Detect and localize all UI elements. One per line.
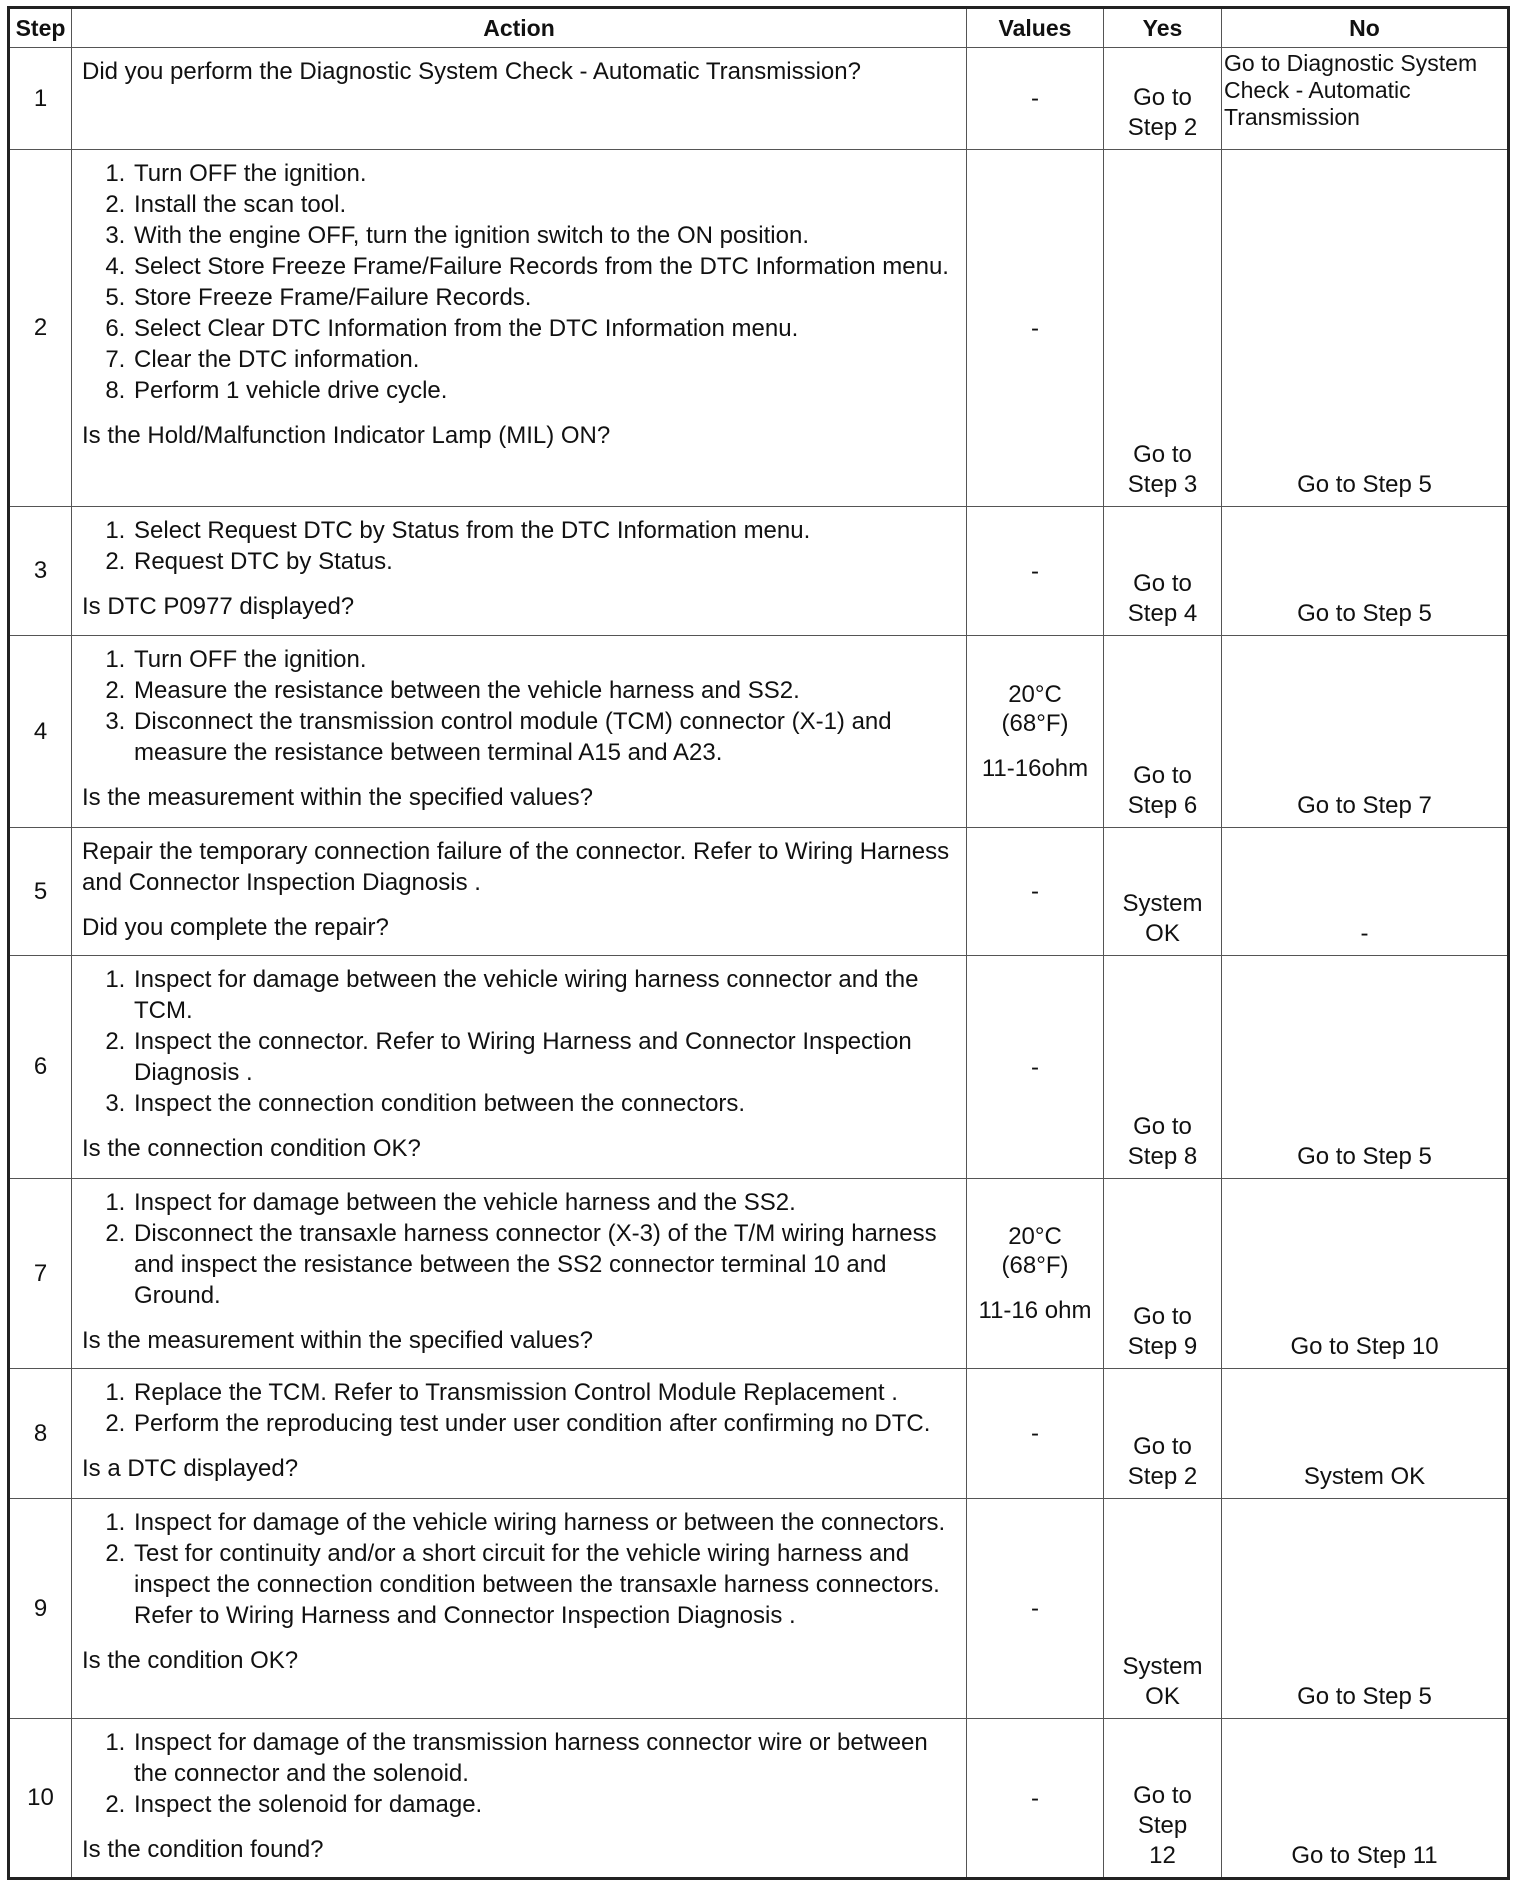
value-condition: -	[1031, 85, 1039, 112]
action-step: 3. Inspect the connection condition between the connectors.	[132, 1088, 958, 1119]
no-target: Go to Diagnostic System Check - Automatic Transmission	[1224, 50, 1478, 130]
step-number: 2	[9, 150, 72, 507]
action-cell	[72, 48, 967, 150]
step-number: 3	[9, 507, 72, 636]
action-question: Did you complete the repair?	[82, 914, 389, 941]
action-question: Is the condition OK?	[82, 1647, 299, 1674]
action-cell	[72, 636, 967, 828]
step-number: 5	[9, 828, 72, 956]
step-number: 7	[9, 1179, 72, 1369]
no-cell	[1222, 150, 1509, 507]
no-target: Go to Step 10	[1290, 1333, 1439, 1360]
action-step: 2. Disconnect the transaxle harness connector (X-3) of the T/M wiring harness and inspect the resistance between the SS2 connector terminal 10 and Ground.	[132, 1218, 958, 1311]
action-cell	[72, 1179, 967, 1369]
action-step: 2. Install the scan tool.	[132, 189, 958, 220]
action-cell	[72, 150, 967, 507]
yes-cell	[1104, 636, 1222, 828]
yes-cell	[1104, 1719, 1222, 1879]
no-target: Go to Step 7	[1297, 792, 1432, 819]
action-cell	[72, 828, 967, 956]
action-step: 1. Inspect for damage between the vehicle wiring harness connector and the TCM.	[132, 964, 958, 1026]
no-target: Go to Step 11	[1291, 1842, 1438, 1869]
action-step: 1. Turn OFF the ignition.	[132, 644, 958, 675]
no-target: -	[1360, 920, 1369, 947]
action-step: 7. Clear the DTC information.	[132, 344, 958, 375]
action-step: 2. Inspect the solenoid for damage.	[132, 1789, 958, 1820]
table-row	[9, 1719, 1509, 1879]
no-cell	[1222, 507, 1509, 636]
table-row	[9, 150, 1509, 507]
no-target: Go to Step 5	[1297, 600, 1432, 627]
step-number: 6	[9, 956, 72, 1179]
values-cell	[967, 956, 1104, 1179]
value-spec: 11-16 ohm	[978, 1297, 1092, 1324]
action-step: 6. Select Clear DTC Information from the DTC Information menu.	[132, 313, 958, 344]
values-cell	[967, 48, 1104, 150]
action-question: Is the measurement within the specified values?	[82, 1327, 593, 1354]
action-steps	[82, 964, 958, 1119]
table-row	[9, 956, 1509, 1179]
yes-target: Go to Step 8	[1127, 1113, 1198, 1170]
action-step: 4. Select Store Freeze Frame/Failure Records from the DTC Information menu.	[132, 251, 958, 282]
action-cell	[72, 507, 967, 636]
values-cell	[967, 636, 1104, 828]
table-row	[9, 636, 1509, 828]
action-steps	[82, 1507, 958, 1631]
action-intro: Did you perform the Diagnostic System Check - Automatic Transmission?	[82, 58, 861, 85]
no-cell	[1222, 1719, 1509, 1879]
header-action: Action	[72, 8, 967, 48]
values-cell	[967, 507, 1104, 636]
action-step: 5. Store Freeze Frame/Failure Records.	[132, 282, 958, 313]
action-question: Is DTC P0977 displayed?	[82, 593, 355, 620]
value-condition: -	[1031, 314, 1039, 342]
yes-target: System OK	[1122, 890, 1203, 947]
action-steps	[82, 1187, 958, 1311]
action-steps	[82, 644, 958, 768]
values-cell	[967, 1369, 1104, 1499]
action-step: 1. Inspect for damage of the vehicle wiring harness or between the connectors.	[132, 1507, 958, 1538]
yes-target: System OK	[1122, 1653, 1203, 1710]
action-cell	[72, 956, 967, 1179]
no-cell	[1222, 828, 1509, 956]
yes-target: Go to Step 3	[1127, 441, 1198, 498]
no-target: System OK	[1303, 1463, 1426, 1490]
action-question: Is the measurement within the specified values?	[82, 784, 593, 811]
values-cell	[967, 1719, 1104, 1879]
yes-target: Go to Step 4	[1127, 570, 1198, 627]
value-condition: -	[1031, 1784, 1039, 1812]
yes-cell	[1104, 828, 1222, 956]
action-step: 1. Turn OFF the ignition.	[132, 158, 958, 189]
yes-cell	[1104, 48, 1222, 150]
no-cell	[1222, 956, 1509, 1179]
action-steps	[82, 158, 958, 406]
yes-target: Go to Step 2	[1127, 1433, 1198, 1490]
yes-cell	[1104, 956, 1222, 1179]
step-number: 10	[9, 1719, 72, 1879]
value-condition: -	[1031, 1053, 1039, 1081]
no-target: Go to Step 5	[1297, 1683, 1432, 1710]
action-step: 2. Inspect the connector. Refer to Wiring Harness and Connector Inspection Diagnosis .	[132, 1026, 958, 1088]
action-steps	[82, 1727, 958, 1820]
action-steps	[82, 515, 958, 577]
step-number: 9	[9, 1499, 72, 1719]
table-row	[9, 48, 1509, 150]
yes-target: Go to Step 9	[1127, 1303, 1198, 1360]
table-row	[9, 1179, 1509, 1369]
step-number: 8	[9, 1369, 72, 1499]
no-cell	[1222, 1179, 1509, 1369]
yes-cell	[1104, 1499, 1222, 1719]
table-row	[9, 1369, 1509, 1499]
action-step: 2. Measure the resistance between the vehicle harness and SS2.	[132, 675, 958, 706]
yes-cell	[1104, 1369, 1222, 1499]
action-question: Is the condition found?	[82, 1836, 324, 1863]
values-cell	[967, 828, 1104, 956]
action-cell	[72, 1369, 967, 1499]
value-condition: -	[1031, 557, 1039, 585]
no-cell	[1222, 1369, 1509, 1499]
action-intro: Repair the temporary connection failure of the connector. Refer to Wiring Harness and Connector Inspection Diagnosis .	[82, 838, 950, 896]
no-target: Go to Step 5	[1297, 1143, 1432, 1170]
action-question: Is the Hold/Malfunction Indicator Lamp (MIL) ON?	[82, 422, 611, 449]
action-step: 8. Perform 1 vehicle drive cycle.	[132, 375, 958, 406]
value-condition: -	[1031, 1595, 1039, 1622]
table-row	[9, 828, 1509, 956]
value-condition: -	[1031, 1420, 1039, 1447]
step-number: 1	[9, 48, 72, 150]
header-step: Step	[9, 8, 72, 48]
value-condition: 20°C (68°F)	[1001, 681, 1069, 737]
no-cell	[1222, 636, 1509, 828]
values-cell	[967, 150, 1104, 507]
yes-target: Go to Step 2	[1127, 84, 1198, 141]
values-cell	[967, 1179, 1104, 1369]
action-question: Is the connection condition OK?	[82, 1135, 421, 1162]
diagnostic-table	[7, 6, 1510, 1880]
no-cell	[1222, 48, 1509, 150]
action-step: 3. Disconnect the transmission control module (TCM) connector (X-1) and measure the resistance between terminal A15 and A23.	[132, 706, 958, 768]
no-target: Go to Step 5	[1297, 471, 1432, 498]
table-row	[9, 1499, 1509, 1719]
yes-cell	[1104, 150, 1222, 507]
step-number: 4	[9, 636, 72, 828]
action-step: 1. Inspect for damage of the transmission harness connector wire or between the connector and the solenoid.	[132, 1727, 958, 1789]
header-no: No	[1222, 8, 1509, 48]
yes-cell	[1104, 1179, 1222, 1369]
action-question: Is a DTC displayed?	[82, 1455, 299, 1482]
table-row	[9, 507, 1509, 636]
action-cell	[72, 1719, 967, 1879]
value-condition: 20°C (68°F)	[1001, 1223, 1069, 1279]
action-step: 1. Replace the TCM. Refer to Transmission Control Module Replacement .	[132, 1377, 958, 1408]
action-steps	[82, 1377, 958, 1439]
header-values: Values	[967, 8, 1104, 48]
value-condition: -	[1031, 878, 1039, 905]
yes-target: Go to Step 12	[1133, 1782, 1192, 1869]
yes-target: Go to Step 6	[1127, 762, 1198, 819]
action-step: 1. Select Request DTC by Status from the DTC Information menu.	[132, 515, 958, 546]
values-cell	[967, 1499, 1104, 1719]
action-step: 2. Request DTC by Status.	[132, 546, 958, 577]
action-step: 1. Inspect for damage between the vehicle harness and the SS2.	[132, 1187, 958, 1218]
header-row	[9, 8, 1509, 48]
action-cell	[72, 1499, 967, 1719]
action-step: 2. Perform the reproducing test under user condition after confirming no DTC.	[132, 1408, 958, 1439]
action-step: 2. Test for continuity and/or a short circuit for the vehicle wiring harness and inspect the connection condition between the transaxle harness connectors. Refer to Wiring Harness and Connector Inspection Diagnosis .	[132, 1538, 958, 1631]
yes-cell	[1104, 507, 1222, 636]
value-spec: 11-16ohm	[981, 755, 1089, 782]
action-step: 3. With the engine OFF, turn the ignition switch to the ON position.	[132, 220, 958, 251]
no-cell	[1222, 1499, 1509, 1719]
header-yes: Yes	[1104, 8, 1222, 48]
